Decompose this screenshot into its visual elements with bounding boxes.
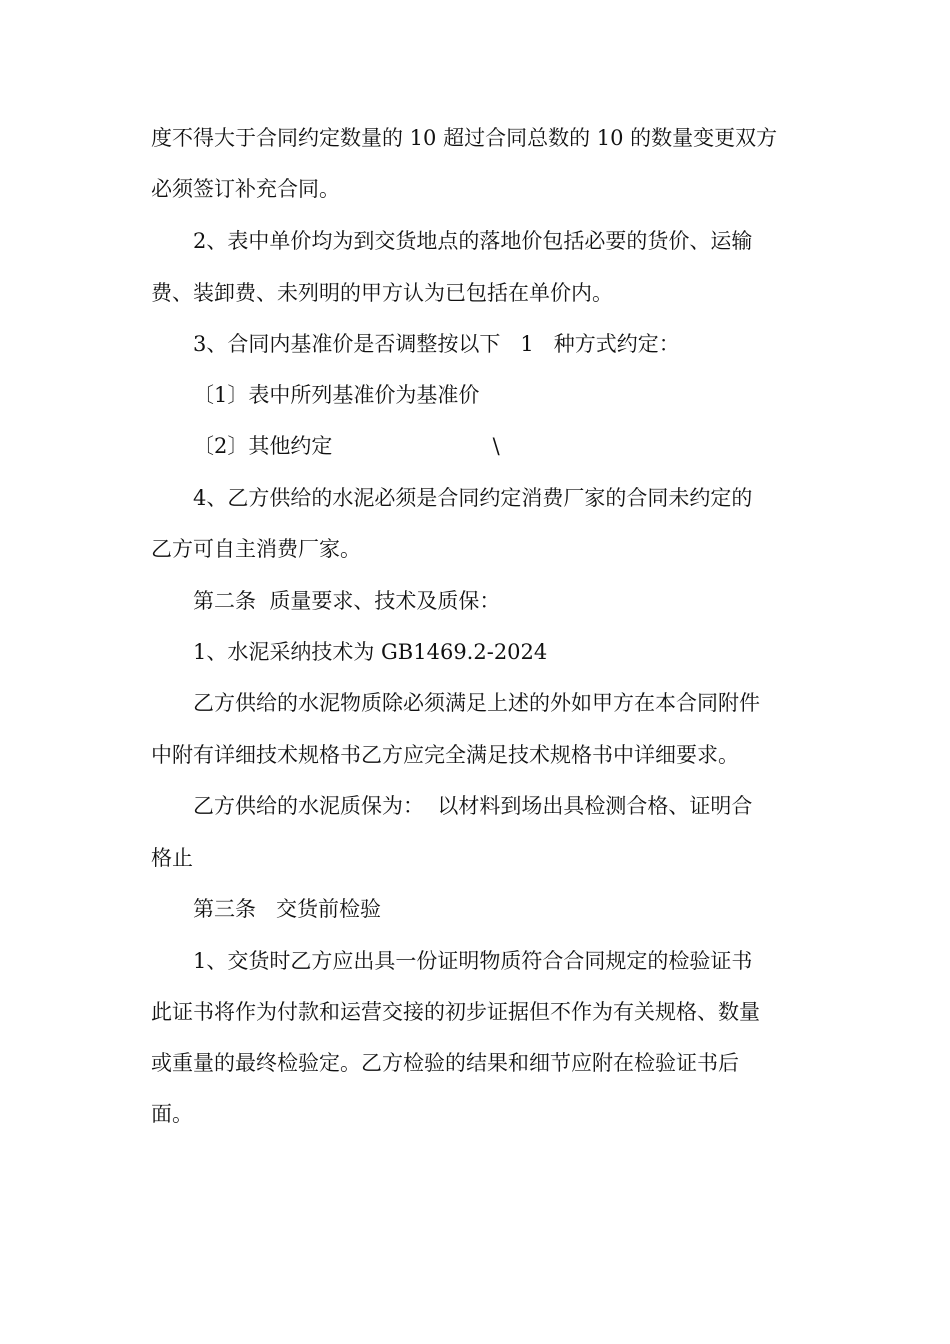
section-heading: 第三条 交货前检验 xyxy=(193,897,382,921)
paragraph-line: 度不得大于合同约定数量的 10 超过合同总数的 10 的数量变更双方 xyxy=(151,126,778,150)
paragraph-line: 1、交货时乙方应出具一份证明物质符合合同规定的检验证书 xyxy=(193,949,753,973)
paragraph-line: 乙方供给的水泥质保为： 以材料到场出具检测合格、证明合 xyxy=(193,794,753,818)
paragraph-line: 或重量的最终检验定。乙方检验的结果和细节应附在检验证书后 xyxy=(151,1051,739,1075)
paragraph-line: 〔1〕表中所列基准价为基准价 xyxy=(193,383,480,407)
paragraph-line: 此证书将作为付款和运营交接的初步证据但不作为有关规格、数量 xyxy=(151,1000,760,1024)
paragraph-line: 2、表中单价均为到交货地点的落地价包括必要的货价、运输 xyxy=(193,229,753,253)
paragraph-line: 乙方可自主消费厂家。 xyxy=(151,537,361,561)
section-heading: 第二条 质量要求、技术及质保： xyxy=(193,589,501,613)
paragraph-line: 3、合同内基准价是否调整按以下 1 种方式约定： xyxy=(193,332,680,356)
paragraph-line: 费、装卸费、未列明的甲方认为已包括在单价内。 xyxy=(151,281,613,305)
paragraph-line: 乙方供给的水泥物质除必须满足上述的外如甲方在本合同附件 xyxy=(193,691,760,715)
paragraph-line: 格止 xyxy=(151,846,193,870)
paragraph-line: 必须签订补充合同。 xyxy=(151,177,340,201)
paragraph-line: 〔2〕其他约定 \ xyxy=(193,434,500,458)
paragraph-line: 面。 xyxy=(151,1102,193,1126)
paragraph-line: 4、乙方供给的水泥必须是合同约定消费厂家的合同未约定的 xyxy=(193,486,753,510)
paragraph-line: 1、水泥采纳技术为 GB1469.2-2024 xyxy=(193,640,548,664)
paragraph-line: 中附有详细技术规格书乙方应完全满足技术规格书中详细要求。 xyxy=(151,743,739,767)
